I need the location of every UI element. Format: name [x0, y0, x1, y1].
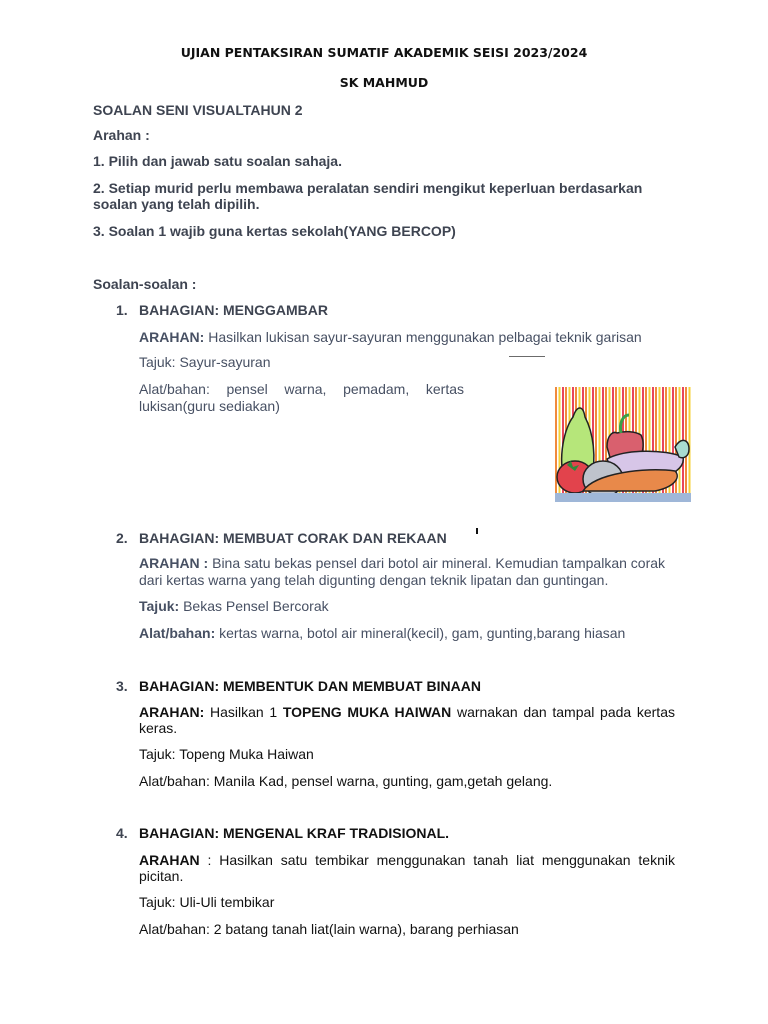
q4-tajuk: Tajuk: Uli-Uli tembikar — [139, 894, 275, 910]
q1-alat-line1: Alat/bahan: pensel warna, pemadam, kertas — [139, 381, 464, 397]
q2-arahan-label: ARAHAN : — [139, 555, 209, 571]
q4-arahan-text: : Hasilkan satu tembikar menggunakan tanah liat menggunakan teknik — [199, 852, 675, 868]
q3-alat: Alat/bahan: Manila Kad, pensel warna, gunting, gam,getah gelang. — [139, 773, 553, 789]
q4-arahan-line1 — [139, 852, 675, 868]
q2-arahan-line1 — [139, 555, 665, 571]
q3-arahan-bold: TOPENG MUKA HAIWAN — [282, 704, 452, 720]
q2-alat — [139, 625, 625, 641]
q2-tajuk-label: Tajuk: — [139, 598, 180, 614]
q3-heading: BAHAGIAN: MEMBENTUK DAN MEMBUAT BINAAN — [139, 678, 481, 694]
q1-arahan-label: ARAHAN: — [139, 329, 205, 345]
q3-arahan-line2: keras. — [139, 720, 178, 736]
q2-arahan-text: Bina satu bekas pensel dari botol air mineral. Kemudian tampalkan corak — [208, 555, 666, 571]
q1-alat-line2: lukisan(guru sediakan) — [139, 398, 280, 414]
q3-tajuk: Tajuk: Topeng Muka Haiwan — [139, 746, 314, 762]
q1-arahan-text: Hasilkan lukisan sayur-sayuran menggunakan pelbagai teknik garisan — [204, 329, 642, 345]
q2-tajuk — [139, 598, 329, 614]
q4-arahan-line2: picitan. — [139, 868, 184, 884]
q4-number: 4. — [116, 825, 128, 841]
q1-arahan — [139, 329, 642, 345]
q3-arahan-pre: Hasilkan 1 — [204, 704, 283, 720]
rule-3: 3. Soalan 1 wajib guna kertas sekolah(YANG BERCOP) — [93, 223, 456, 239]
q1-number: 1. — [116, 302, 128, 318]
q3-number: 3. — [116, 678, 128, 694]
subject-heading: SOALAN SENI VISUALTAHUN 2 — [93, 102, 303, 118]
exam-title: UJIAN PENTAKSIRAN SUMATIF AKADEMIK SEISI 2023/2024 — [180, 45, 588, 60]
q2-alat-value: kertas warna, botol air mineral(kecil), gam, gunting,barang hiasan — [215, 625, 626, 641]
q4-heading: BAHAGIAN: MENGENAL KRAF TRADISIONAL. — [139, 825, 450, 841]
q2-heading: BAHAGIAN: MEMBUAT CORAK DAN REKAAN — [139, 530, 447, 546]
arahan-label: Arahan : — [93, 127, 150, 143]
q2-number: 2. — [116, 530, 128, 546]
underline-mark — [509, 356, 545, 357]
q1-tajuk: Tajuk: Sayur-sayuran — [139, 354, 271, 370]
stray-mark — [476, 528, 478, 534]
rule-2-cont: soalan yang telah dipilih. — [93, 196, 260, 212]
q1-heading: BAHAGIAN: MENGGAMBAR — [139, 302, 328, 318]
soalan-label: Soalan-soalan : — [93, 276, 197, 292]
rule-1: 1. Pilih dan jawab satu soalan sahaja. — [93, 153, 342, 169]
q3-arahan-label: ARAHAN: — [139, 704, 205, 720]
q3-arahan-post: warnakan dan tampal pada kertas — [451, 704, 675, 720]
vegetable-illustration-icon — [555, 387, 691, 502]
q2-tajuk-value: Bekas Pensel Bercorak — [179, 598, 329, 614]
q4-arahan-label: ARAHAN — [139, 852, 200, 868]
q2-alat-label: Alat/bahan: — [139, 625, 216, 641]
vegetable-drawing-image — [555, 387, 691, 502]
school-name: SK MAHMUD — [339, 75, 429, 90]
q2-arahan-line2: dari kertas warna yang telah digunting dengan teknik lipatan dan guntingan. — [139, 572, 609, 588]
q4-alat: Alat/bahan: 2 batang tanah liat(lain warna), barang perhiasan — [139, 921, 519, 937]
q3-arahan-line1 — [139, 704, 675, 720]
rule-2: 2. Setiap murid perlu membawa peralatan sendiri mengikut keperluan berdasarkan — [93, 180, 643, 196]
